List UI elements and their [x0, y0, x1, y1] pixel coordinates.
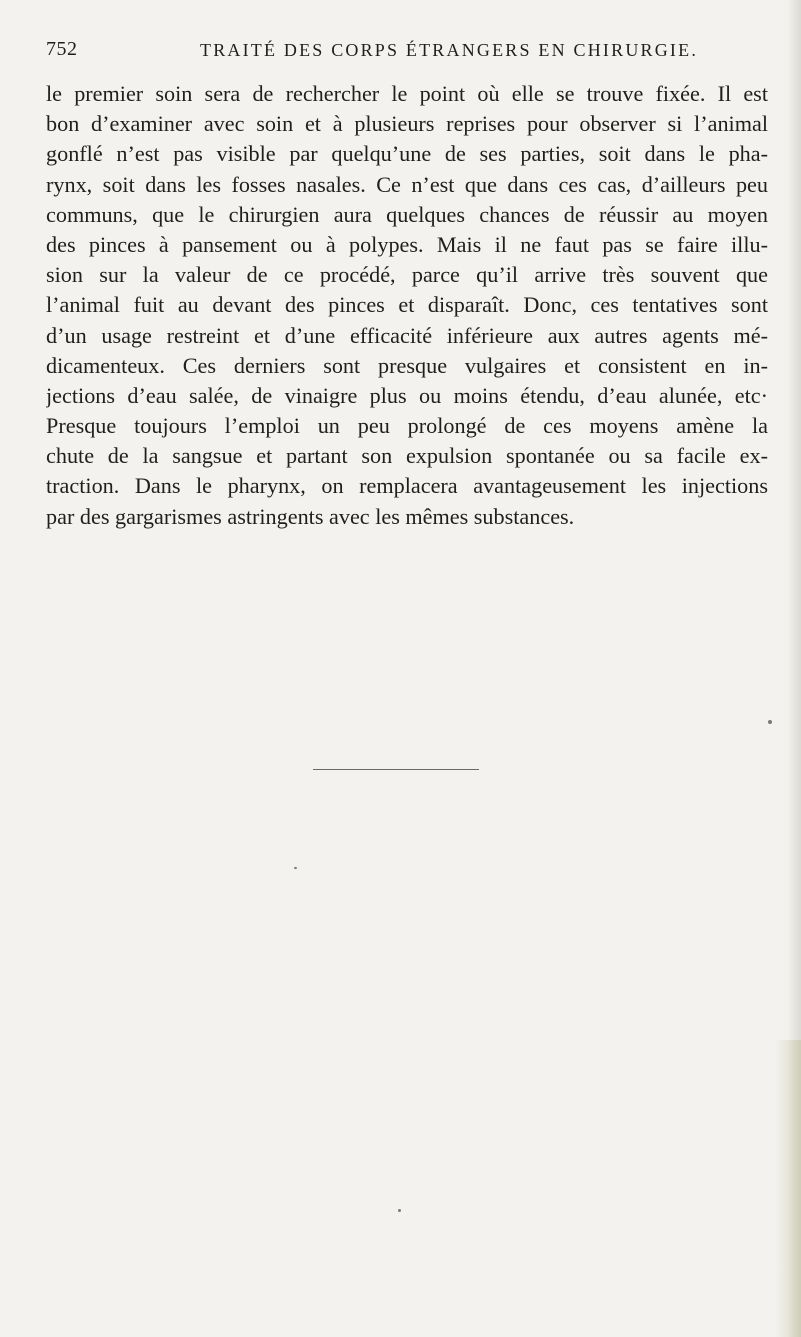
running-title: TRAITÉ DES CORPS ÉTRANGERS EN CHIRURGIE.: [200, 40, 699, 60]
text-line: gonflé n’est pas visible par quelqu’une de ses parties, soit dans le pha-: [46, 141, 768, 167]
text-line: chute de la sangsue et partant son expulsion spontanée ou sa facile ex-: [46, 443, 768, 469]
text-line: communs, que le chirurgien aura quelques chances de réussir au moyen: [46, 201, 768, 227]
section-divider-rule: [313, 769, 479, 770]
text-line: rynx, soit dans les fosses nasales. Ce n’est que dans ces cas, d’ailleurs peu: [46, 171, 768, 197]
text-line: dicamenteux. Ces derniers sont presque vulgaires et consistent en in-: [46, 352, 768, 378]
body-paragraph: [46, 79, 768, 532]
paper-speck: [398, 1209, 401, 1212]
text-line: par des gargarismes astringents avec les mêmes substances.: [46, 503, 575, 529]
page-edge-stain: [775, 1040, 801, 1337]
text-line: jections d’eau salée, de vinaigre plus ou moins étendu, d’eau alunée, etc·: [46, 382, 768, 408]
text-line: bon d’examiner avec soin et à plusieurs reprises pour observer si l’animal: [46, 111, 768, 137]
text-line: l’animal fuit au devant des pinces et disparaît. Donc, ces tentatives sont: [46, 292, 768, 318]
paper-speck: [768, 720, 772, 724]
running-head: [46, 38, 755, 68]
page-number: 752: [46, 38, 78, 60]
paper-speck: [294, 867, 297, 869]
text-line: d’un usage restreint et d’une efficacité inférieure aux autres agents mé-: [46, 322, 768, 348]
text-line: Presque toujours l’emploi un peu prolongé de ces moyens amène la: [46, 413, 768, 439]
text-line: le premier soin sera de rechercher le point où elle se trouve fixée. Il est: [46, 81, 768, 106]
text-line: sion sur la valeur de ce procédé, parce qu’il arrive très souvent que: [46, 262, 768, 288]
text-line: des pinces à pansement ou à polypes. Mais il ne faut pas se faire illu-: [46, 231, 768, 257]
text-line: traction. Dans le pharynx, on remplacera avantageusement les injections: [46, 473, 768, 499]
